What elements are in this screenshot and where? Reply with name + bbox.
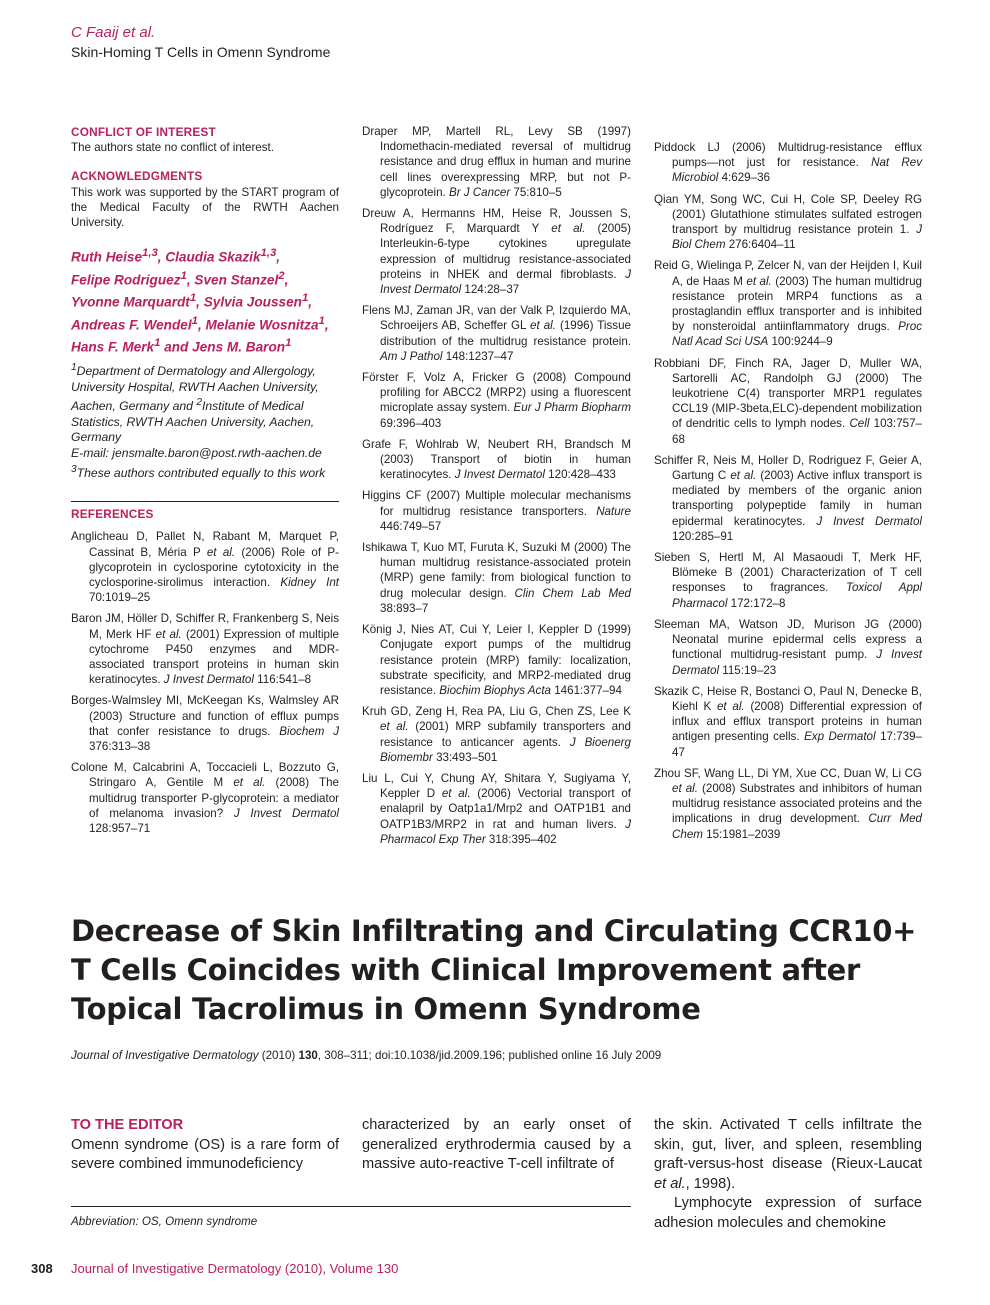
reference: Draper MP, Martell RL, Levy SB (1997) Indomethacin-mediated reversal of multidrug resistance and drug efflux in human and murine cell lines overexpressing MRP, but not P-glycoprotein. Br J Cancer 75:810–5 — [362, 125, 631, 199]
divider — [71, 501, 339, 502]
reference: Sleeman MA, Watson JD, Murison JG (2000) Neonatal murine epidermal cells express a functional multidrug-resistant pump. J Invest Dermatol 115:19–23 — [654, 617, 922, 677]
footer-journal: Journal of Investigative Dermatology (2010), Volume 130 — [71, 1261, 399, 1276]
page-number: 308 — [31, 1261, 53, 1276]
reference: Qian YM, Song WC, Cui H, Cole SP, Deeley RG (2001) Glutathione stimulates sulfated estrogen transport by multidrug resistance protein 1. J Biol Chem 276:6404–11 — [654, 192, 922, 252]
body-column-1 — [71, 1116, 339, 1175]
reference: Dreuw A, Hermanns HM, Heise R, Joussen S, Rodríguez F, Marquardt Y et al. (2005) Interleukin-6-type cytokines upregulate expression of multidrug resistance-associated proteins in NHEK and dermal fibroblasts. J Invest Dermatol 124:28–37 — [362, 207, 632, 297]
column-1 — [71, 125, 339, 842]
reference: Anglicheau D, Pallet N, Rabant M, Marquet P, Cassinat B, Méria P et al. (2006) Role of P-glycoprotein in cyclosporine cytotoxicity in the cyclosporine-sirolimus interaction. Kidney Int 70:1019–25 — [71, 530, 339, 605]
author-list: Ruth Heise$^{1,3}$, Claudia Skazik$^{1,3}$, Felipe Rodriguez$^1$, Sven Stanzel$^2$, Yvonne Marquardt$^1$, Sylvia Joussen$^1$, Andreas F. Wendel$^1$, Melanie Wosnitza$^1$, Hans F. Merk$^1$ and Jens M. Baron$^1$ — [71, 247, 329, 355]
reference: Sieben S, Hertl M, Al Masaoudi T, Merk HF, Blömeke B (2001) Characterization of T cell responses to fragrances. Toxicol Appl Pharmacol 172:172–8 — [654, 551, 923, 610]
abbreviation-footnote: Abbreviation: OS, Omenn syndrome — [71, 1215, 258, 1228]
reference: Robbiani DF, Finch RA, Jager D, Muller WA, Sartorelli AC, Randolph GJ (2000) The leukotriene C(4) transporter MRP1 regulates CCL19 (MIP-3beta,ELC)-dependent mobilization of dendritic cells to lymph nodes. Cell 103:757–68 — [654, 356, 923, 446]
reference: Schiffer R, Neis M, Holler D, Rodriguez F, Geier A, Gartung C et al. (2003) Active influx transport is mediated by members of the organic anion transporting polypeptide family in human epidermal keratinocytes. J Invest Dermatol 120:285–91 — [654, 453, 922, 543]
acknowledgments-text: This work was supported by the START program of the Medical Faculty of the RWTH Aachen University. — [71, 185, 339, 230]
article-title: Decrease of Skin Infiltrating and Circulating CCR10+ T Cells Coincides with Clinical Improvement after Topical Tacrolimus in Omenn Syndrome — [71, 914, 917, 1026]
reference: Colone M, Calcabrini A, Toccacieli L, Bozzuto G, Stringaro A, Gentile M et al. (2008) The multidrug transporter P-glycoprotein: a mediator of melanoma invasion? J Invest Dermatol 128:957–71 — [71, 761, 339, 836]
footnote-divider — [71, 1206, 631, 1207]
reference: Reid G, Wielinga P, Zelcer N, van der Heijden I, Kuil A, de Haas M et al. (2003) The human multidrug resistance protein MRP4 functions as a prostaglandin efflux transporter and is inhibited by nonsteroidal antiinflammatory drugs. Proc Natl Acad Sci USA 100:9244–9 — [654, 259, 922, 349]
body-text: the skin. Activated T cells infiltrate the skin, gut, liver, and spleen, resembling graft-versus-host disease (Rieux-Laucat et al., 1998). — [654, 1117, 922, 1192]
body-text: Omenn syndrome (OS) is a rare form of severe combined immunodeficiency — [71, 1136, 339, 1172]
reference: Kruh GD, Zeng H, Rea PA, Liu G, Chen ZS, Lee K et al. (2001) MRP subfamily transporters and resistance to anticancer agents. J Bioenerg Biomembr 33:493–501 — [362, 705, 632, 764]
conflict-heading: CONFLICT OF INTEREST — [71, 125, 216, 139]
reference: Higgins CF (2007) Multiple molecular mechanisms for multidrug resistance transporters. Nature 446:749–57 — [362, 489, 631, 533]
body-column-2 — [362, 1116, 631, 1175]
reference: Skazik C, Heise R, Bostanci O, Paul N, Denecke B, Kiehl K et al. (2008) Differential expression of influx and efflux transport proteins in human antigen presenting cells. Exp Dermatol 17:739–47 — [654, 684, 923, 759]
reference: Baron JM, Höller D, Schiffer R, Frankenberg S, Neis M, Merk HF et al. (2001) Expression of multiple cytochrome P450 enzymes and MDR-associated transport proteins in human skin keratinocytes. J Invest Dermatol 116:541–8 — [71, 612, 339, 687]
running-head-author: C Faaij et al. — [71, 24, 156, 41]
references-col1 — [71, 529, 339, 836]
reference: Förster F, Volz A, Fricker G (2008) Compound profiling for ABCC2 (MRP2) using a fluorescent microplate assay system. Eur J Pharm Biopharm 69:396–403 — [362, 371, 631, 430]
running-head-title: Skin-Homing T Cells in Omenn Syndrome — [71, 44, 331, 60]
affiliations: $^1$Department of Dermatology and Allergology, University Hospital, RWTH Aachen University, Aachen, Germany and $^2$Institute of Medical Statistics, RWTH Aachen University, Aachen, Germany E-mail: jensmalte.baron@post.rwth-aachen.de $^3$These authors contributed equally to this work — [71, 360, 339, 481]
conflict-text: The authors state no conflict of interest. — [71, 141, 274, 155]
contact-email[interactable]: E-mail: jensmalte.baron@post.rwth-aachen.de — [71, 445, 322, 460]
reference: Borges-Walmsley MI, McKeegan Ks, Walmsley AR (2003) Structure and function of efflux pumps that confer resistance to drugs. Biochem J 376:313–38 — [71, 694, 339, 754]
references-heading: REFERENCES — [71, 507, 154, 522]
acknowledgments-heading: ACKNOWLEDGMENTS — [71, 169, 203, 184]
body-column-3 — [654, 1116, 922, 1233]
to-the-editor-heading: TO THE EDITOR — [71, 1117, 184, 1133]
body-text: characterized by an early onset of generalized erythrodermia caused by a massive auto-reactive T-cell infiltrate of — [362, 1117, 631, 1172]
reference: Ishikawa T, Kuo MT, Furuta K, Suzuki M (2000) The human multidrug resistance-associated protein (MRP) gene family: from biological function to drug molecular design. Clin Chem Lab Med 38:893–7 — [362, 541, 631, 615]
references-col2 — [362, 124, 631, 853]
reference: Zhou SF, Wang LL, Di YM, Xue CC, Duan W, Li CG et al. (2008) Substrates and inhibitors of human multidrug resistance associated proteins and the implications in drug development. Curr Med Chem 15:1981–2039 — [654, 766, 923, 841]
body-text: Lymphocyte expression of surface adhesion molecules and chemokine — [654, 1195, 922, 1231]
reference: Grafe F, Wohlrab W, Neubert RH, Brandsch M (2003) Transport of biotin in human keratinocytes. J Invest Dermatol 120:428–433 — [362, 437, 631, 482]
reference: Liu L, Cui Y, Chung AY, Shitara Y, Sugiyama Y, Keppler D et al. (2006) Vectorial transport of enalapril by Oatp1a1/Mrp2 and OATP1B1 and OATP1B3/MRP2 in rat and human livers. J Pharmacol Exp Ther 318:395–402 — [362, 771, 631, 846]
reference: Piddock LJ (2006) Multidrug-resistance efflux pumps—not just for resistance. Nat Rev Microbiol 4:629–36 — [654, 141, 922, 185]
reference: König J, Nies AT, Cui Y, Leier I, Keppler D (1999) Conjugate export pumps of the multidrug resistance protein (MRP) family: localization, substrate specificity, and MRP2-mediated drug resistance. Biochim Biophys Acta 1461:377–94 — [362, 623, 631, 697]
reference: Flens MJ, Zaman JR, van der Valk P, Izquierdo MA, Schroeijers AB, Scheffer GL et al. (1996) Tissue distribution of the multidrug resistance protein. Am J Pathol 148:1237–47 — [362, 304, 631, 363]
references-col3 — [654, 140, 922, 848]
article-citation: Journal of Investigative Dermatology (2010) 130, 308–311; doi:10.1038/jid.2009.196; published online 16 July 2009 — [71, 1049, 662, 1062]
